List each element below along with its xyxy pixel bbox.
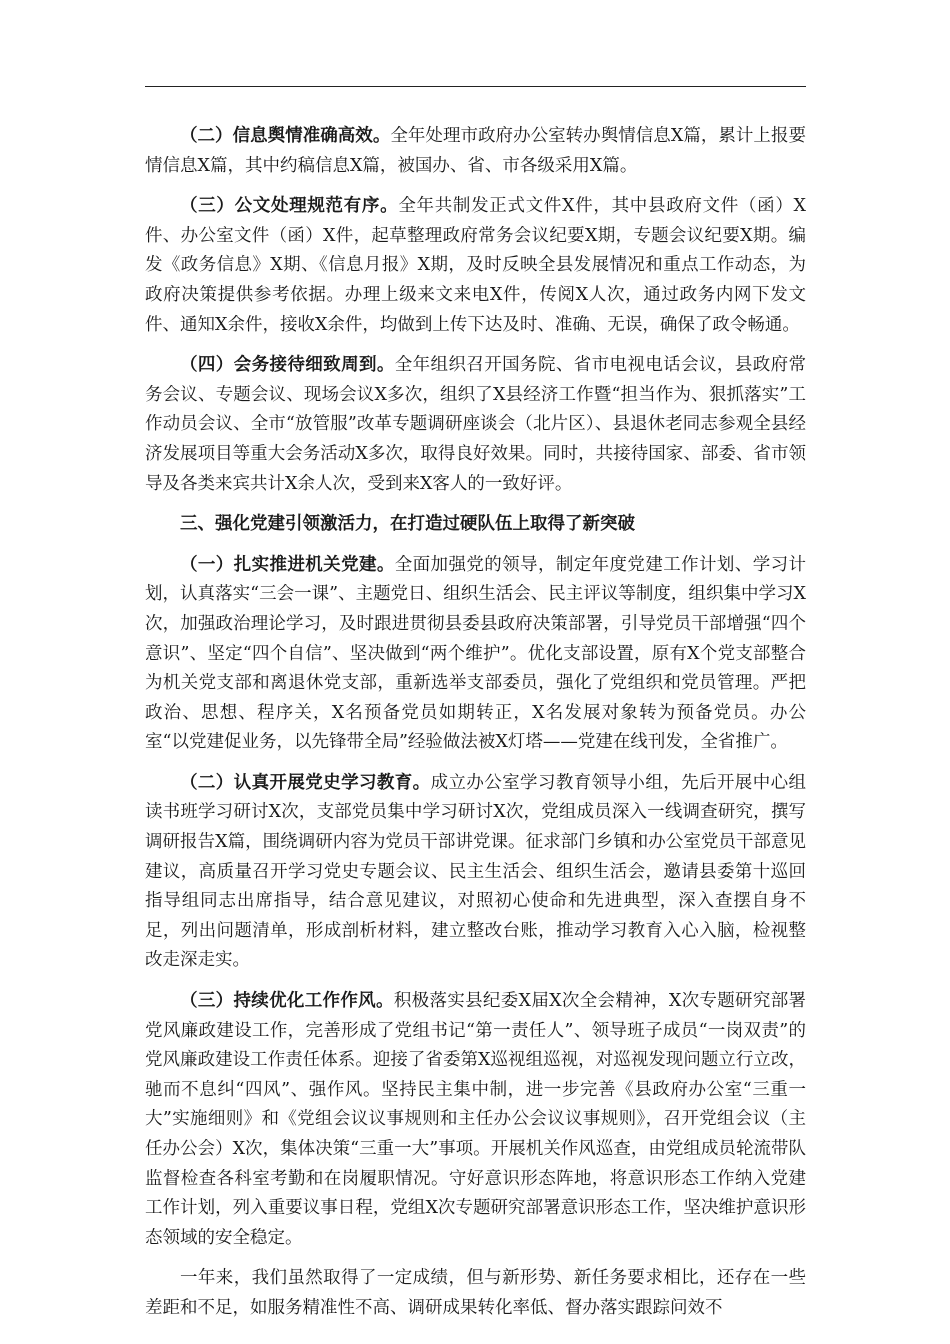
paragraph-text: 积极落实县纪委X届X次全会精神，X次专题研究部署党风廉政建设工作，完善形成了党组书记“第一责任人”、领导班子成员“一岗双责”的党风廉政建设工作责任体系。迎接了省委第X巡视组巡视，对巡视发现问题立行立改，驰而不息纠“四风”、强作风。坚持民主集中制，进一步完善《县政府办公室“三重一大”实施细则》和《党组会议议事规则和主任办公会议议事规则》，召开党组会议（主任办公会）X次，集体决策“三重一大”事项。开展机关作风巡查，由党组成员轮流带队监督检查各科室考勤和在岗履职情况。守好意识形态阵地，将意识形态工作纳入党建工作计划，列入重要议事日程，党组X次专题研究部署意识形态工作，坚决维护意识形态领域的安全稳定。 xyxy=(145,991,807,1248)
paragraph-text: 全面加强党的领导，制定年度党建工作计划、学习计划，认真落实“三会一课”、主题党日、组织生活会、民主评议等制度，组织集中学习X次，加强政治理论学习，及时跟进贯彻县委县政府决策部署，引导党员干部增强“四个意识”、坚定“四个自信”、坚决做到“两个维护”。优化支部设置，原有X个党支部整合为机关党支部和离退休党支部，重新选举支部委员，强化了党组织和党员管理。严把政治、思想、程序关，X名预备党员如期转正，X名发展对象转为预备党员。办公室“以党建促业务，以先锋带全局”经验做法被X灯塔——党建在线刊发，全省推广。 xyxy=(145,554,806,753)
header-rule xyxy=(145,86,806,87)
paragraph-lead: （三）公文处理规范有序。 xyxy=(180,196,399,217)
paragraph-lead: （二）认真开展党史学习教育。 xyxy=(180,772,431,793)
paragraph-info-public-opinion xyxy=(145,122,806,181)
section-heading: 三、强化党建引领激活力，在打造过硬队伍上取得了新突破 xyxy=(180,514,635,535)
paragraph-lead: （二）信息舆情准确高效。 xyxy=(180,126,391,146)
paragraph-lead: （一）扎实推进机关党建。 xyxy=(180,554,395,575)
paragraph-document-handling xyxy=(145,192,806,340)
paragraph-lead: （三）持续优化工作作风。 xyxy=(180,991,394,1012)
paragraph-text: 全年共制发正式文件X件，其中县政府文件（函）X件、办公室文件（函）X件，起草整理政府常务会议纪要X期，专题会议纪要X期。编发《政务信息》X期、《信息月报》X期，及时反映全县发展情况和重点工作动态，为政府决策提供参考依据。办理上级来文来电X件，传阅X人次，通过政务内网下发文件、通知X余件，接收X余件，均做到上传下达及时、准确、无误，确保了政令畅通。 xyxy=(145,196,807,335)
paragraph-lead: （四）会务接待细致周到。 xyxy=(180,355,395,376)
paragraph-party-history-education xyxy=(145,769,806,976)
paragraph-work-style xyxy=(145,987,806,1253)
paragraph-summary xyxy=(145,1264,806,1323)
paragraph-party-building xyxy=(145,551,806,758)
paragraph-text: 成立办公室学习教育领导小组，先后开展中心组读书班学习研讨X次，支部党员集中学习研讨X次，党组成员深入一线调查研究，撰写调研报告X篇，围绕调研内容为党员干部讲党课。征求部门乡镇和办公室党员干部意见建议，高质量召开学习党史专题会议、民主生活会、组织生活会，邀请县委第十巡回指导组同志出席指导，结合意见建议，对照初心使命和先进典型，深入查摆自身不足，列出问题清单，形成剖析材料，建立整改台账，推动学习教育入心入脑，检视整改走深走实。 xyxy=(145,772,807,971)
paragraph-meetings-reception xyxy=(145,351,806,499)
paragraph-text: 全年处理市政府办公室转办舆情信息X篇，累计上报要情信息X篇，其中约稿信息X篇，被国办、省、市各级采用X篇。 xyxy=(145,126,806,176)
document-body xyxy=(145,122,806,1335)
paragraph-text: 一年来，我们虽然取得了一定成绩，但与新形势、新任务要求相比，还存在一些差距和不足，如服务精准性不高、调研成果转化率低、督办落实跟踪问效不 xyxy=(145,1268,806,1318)
paragraph-text: 全年组织召开国务院、省市电视电话会议，县政府常务会议、专题会议、现场会议X多次，组织了X县经济工作暨“担当作为、狠抓落实”工作动员会议、全市“放管服”改革专题调研座谈会（北片区）、县退休老同志参观全县经济发展项目等重大会务活动X多次，取得良好效果。同时，共接待国家、部委、省市领导及各类来宾共计X余人次，受到来X客人的一致好评。 xyxy=(145,355,806,494)
